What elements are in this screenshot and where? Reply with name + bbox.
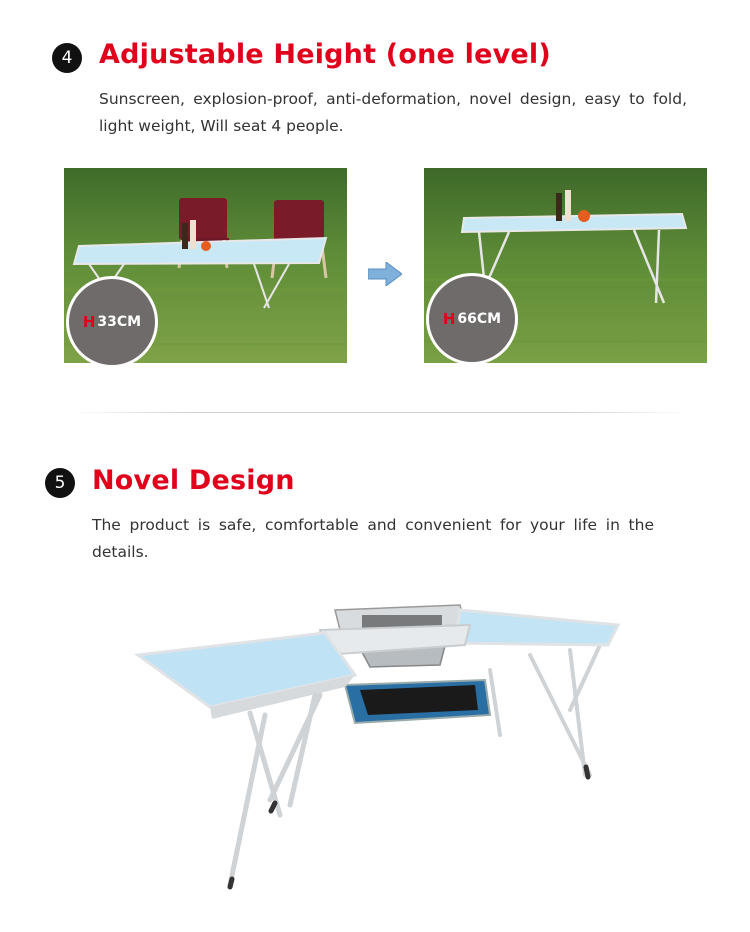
height-low-value: 33CM: [97, 314, 142, 330]
section-4-description: Sunscreen, explosion-proof, anti-deformation, novel design, easy to fold, light weight, Will seat 4 people.: [99, 90, 687, 135]
section-5-description: The product is safe, comfortable and convenient for your life in the details.: [92, 516, 654, 561]
section-5-title: Novel Design: [92, 465, 295, 496]
section-4-number: 4: [61, 48, 73, 68]
height-low-letter: H: [82, 313, 96, 331]
section-5-number: 5: [54, 473, 66, 493]
section-divider: [70, 412, 690, 413]
height-high-badge: [426, 273, 518, 365]
section-4-title: Adjustable Height (one level): [99, 39, 551, 70]
height-high-value: 66CM: [457, 311, 502, 327]
height-high-letter: H: [442, 310, 456, 328]
product-table-with-grill-image: [130, 595, 630, 895]
section-4-number-badge: [52, 43, 82, 73]
height-low-badge: [66, 276, 158, 368]
section-5-number-badge: [45, 468, 75, 498]
arrow-right-icon: [368, 262, 402, 286]
